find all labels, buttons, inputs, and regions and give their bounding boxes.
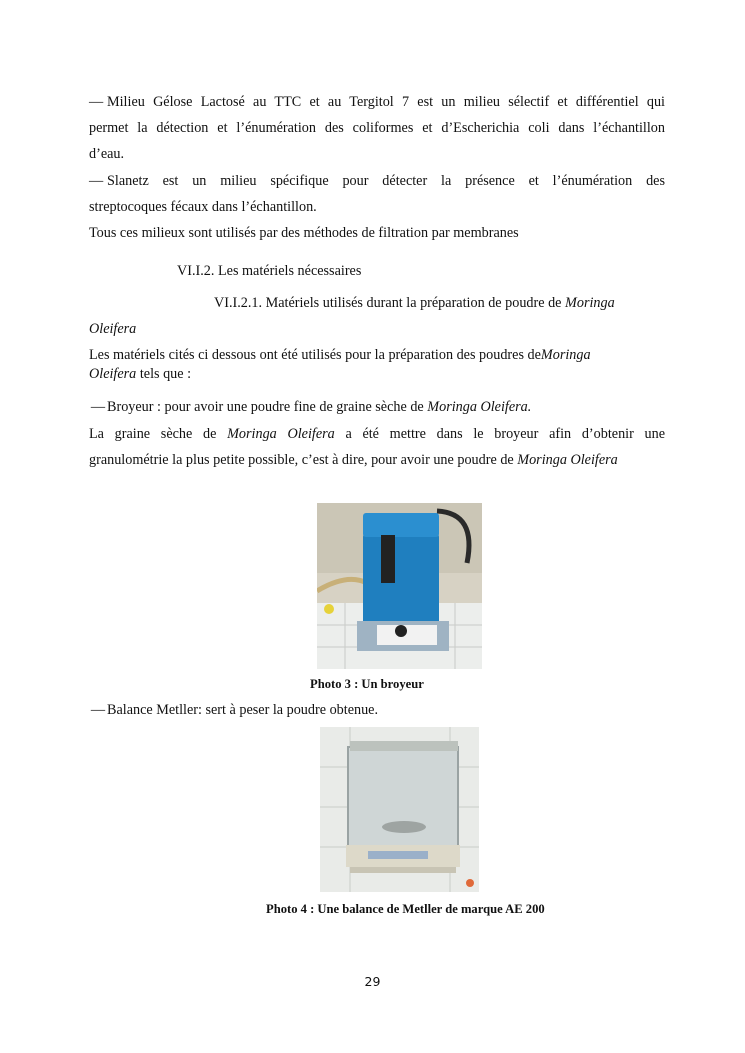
list-item-broyeur: — Broyeur : pour avoir une poudre fine de graine sèche de Moringa Oleifera. (90, 399, 532, 415)
balance-illustration (320, 727, 479, 892)
heading-vi121: VI.I.2.1. Matériels utilisés durant la préparation de poudre de Moringa (214, 295, 615, 311)
paragraph-milieu-gelose-line2: permet la détection et l’énumération des coliformes et d’Escherichia coli dans l’échantillon (89, 120, 665, 136)
list-item-balance: — Balance Metller: sert à peser la poudre obtenue. (90, 702, 379, 718)
paragraph-broyeur-line1: La graine sèche de Moringa Oleifera a été mettre dans le broyeur afin d’obtenir une (89, 426, 666, 442)
paragraph-milieu-gelose-line1: — Milieu Gélose Lactosé au TTC et au Tergitol 7 est un milieu sélectif et différentiel qui (89, 94, 665, 110)
intro-line1: Les matériels cités ci dessous ont été utilisés pour la préparation des poudres deMoringa (89, 347, 591, 363)
intro-line2: Oleifera tels que : (89, 366, 192, 382)
paragraph-milieu-gelose-line3: d’eau. (89, 146, 125, 162)
photo-grinder (317, 503, 482, 669)
bullet-dash: — (90, 399, 106, 415)
heading-vi12: VI.I.2. Les matériels nécessaires (177, 263, 362, 279)
paragraph-broyeur-line2: granulométrie la plus petite possible, c’est à dire, pour avoir une poudre de Moringa Oleifera (89, 452, 618, 468)
bullet-dash: — (89, 173, 104, 189)
photo4-caption: Photo 4 : Une balance de Metller de marque AE 200 (266, 902, 545, 916)
paragraph-slanetz-line2: streptocoques fécaux dans l’échantillon. (89, 199, 317, 215)
paragraph-slanetz-line1: — Slanetz est un milieu spécifique pour détecter la présence et l’énumération des (89, 173, 665, 189)
page-number: 29 (364, 974, 381, 989)
paragraph-tous-ces-milieux: Tous ces milieux sont utilisés par des méthodes de filtration par membranes (89, 225, 519, 241)
bullet-dash: — (89, 94, 104, 110)
bullet-dash: — (90, 702, 106, 718)
grinder-illustration (317, 503, 482, 669)
photo3-caption: Photo 3 : Un broyeur (310, 677, 424, 691)
photo-balance (320, 727, 479, 892)
heading-vi121-line2: Oleifera (89, 321, 137, 337)
